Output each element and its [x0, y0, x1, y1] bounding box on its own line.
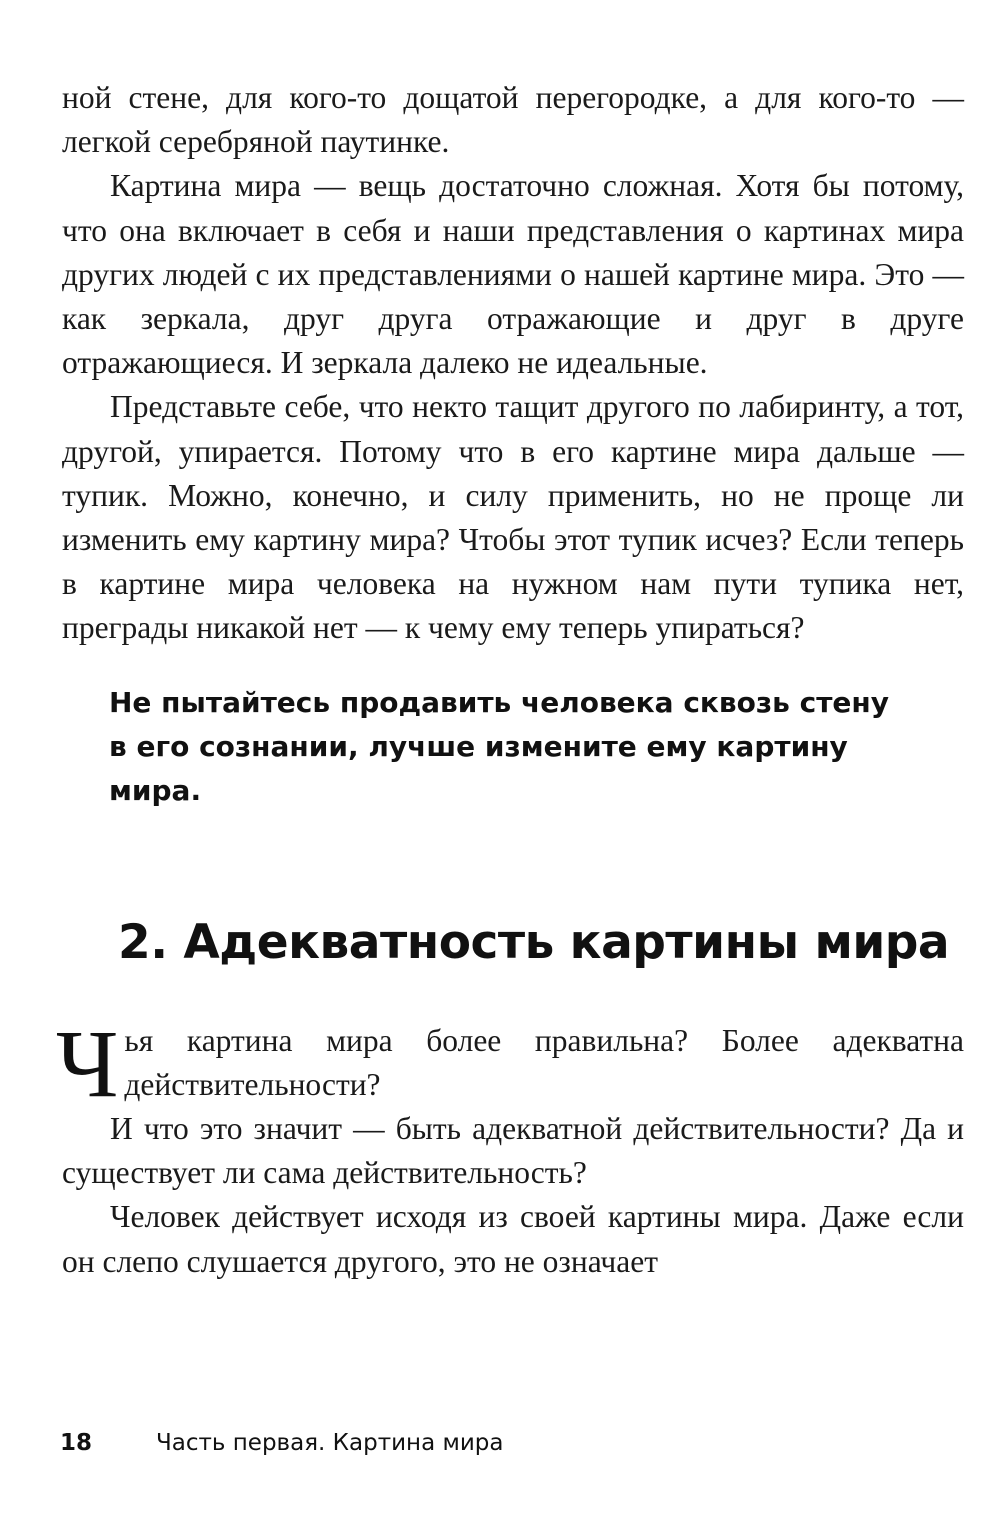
section-heading: 2. Адекватность картины мира [118, 914, 950, 970]
page-footer [60, 1430, 503, 1456]
running-head: Часть первая. Картина мира [156, 1430, 504, 1456]
section-body [56, 1009, 964, 1284]
opening-paragraph-text: ья картина мира более правильна? Более адекватна действительности? [124, 1022, 964, 1102]
drop-cap-letter: Ч [56, 1009, 119, 1117]
body-paragraph: И что это значит — быть адекватной действительности? Да и существует ли сама действительность? [62, 1111, 964, 1191]
body-paragraph: Представьте себе, что некто тащит другого по лабиринту, а тот, другой, упирается. Потому что в его картине мира дальше — тупик. Можно, конечно, и силу применить, но не проще ли изменить ему картину мира? Чтобы этот тупик исчез? Если теперь в картине мира человека на нужном нам пути тупика нет, преграды никакой нет — к чему ему теперь упираться? [62, 389, 964, 646]
body-paragraph: Картина мира — вещь достаточно сложная. Хотя бы потому, что она включает в себя и наши представления о картинах мира других людей с их представлениями о нашей картине мира. Это — как зеркала, друг друга отражающие и друг в друге отражающиеся. И зеркала далеко не идеальные. [62, 168, 964, 381]
book-page [56, 76, 964, 1284]
page-number: 18 [60, 1430, 93, 1456]
opening-paragraph [56, 1009, 964, 1117]
body-paragraph: Человек действует исходя из своей картины мира. Даже если он слепо слушается другого, это не означает [62, 1199, 964, 1279]
key-takeaway-callout: Не пытайтесь продавить человека сквозь стену в его сознании, лучше измените ему картину мира. [109, 685, 890, 807]
body-paragraph: ной стене, для кого-то дощатой перегородке, а для кого-то — легкой серебряной паутинке. [62, 80, 964, 160]
